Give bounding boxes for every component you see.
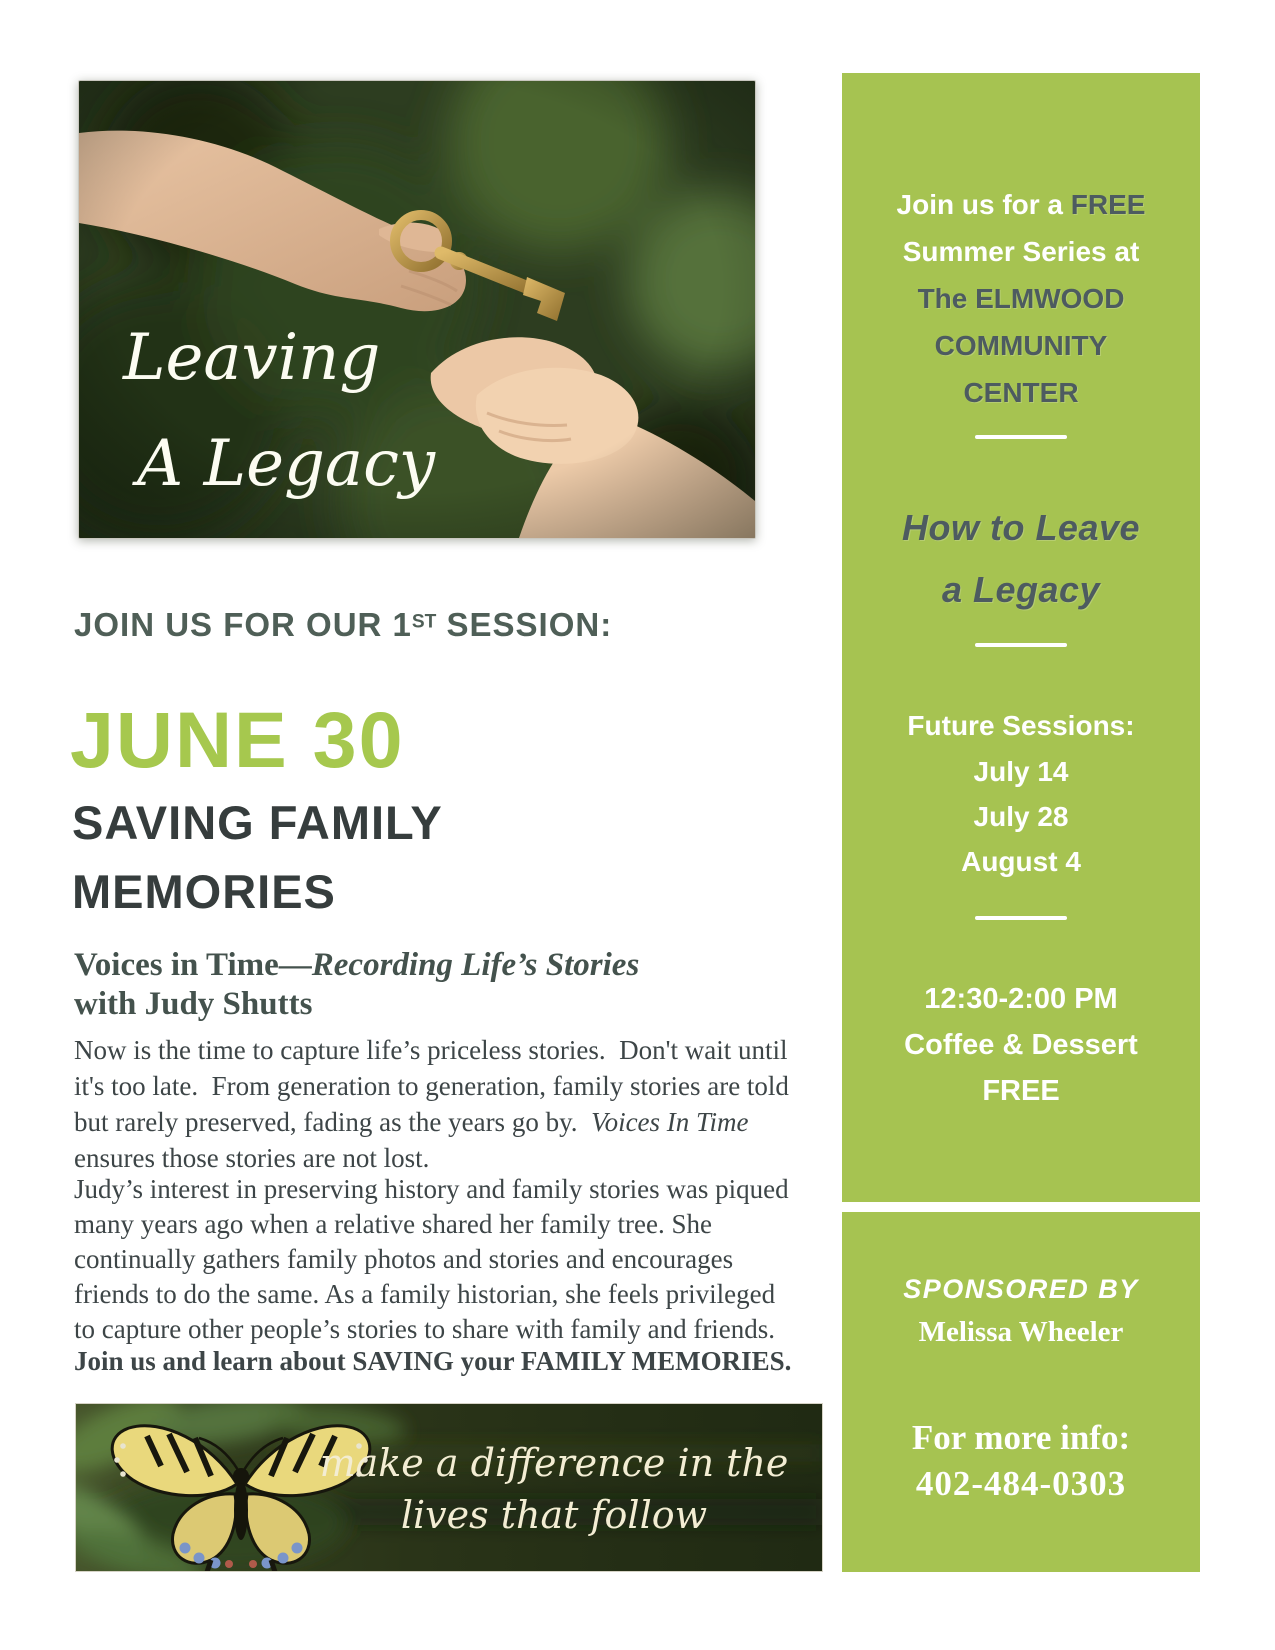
hero-caption-line1: Leaving — [123, 321, 381, 395]
closing-line: Join us and learn about SAVING your FAMILY MEMORIES. — [74, 1346, 792, 1376]
session-heading-ordinal: ST — [411, 611, 437, 633]
intro-line1-dark: FREE — [1070, 189, 1146, 220]
subtitle-lead-italic: Recording Life’s Stories — [311, 947, 640, 983]
intro-line3: The ELMWOOD — [917, 283, 1125, 314]
intro-paragraph-italic: Voices In Time — [591, 1107, 749, 1137]
session-heading-pre: JOIN US FOR OUR 1 — [74, 606, 412, 643]
series-title-line2: a Legacy — [941, 569, 1101, 610]
session-date: July 28 — [973, 801, 1069, 832]
intro-line5: CENTER — [963, 377, 1079, 408]
series-title-line1: How to Leave — [901, 507, 1141, 548]
info-label: For more info: — [911, 1418, 1131, 1457]
future-sessions-heading: Future Sessions: — [907, 710, 1135, 741]
session-heading — [74, 606, 794, 644]
future-sessions — [842, 703, 1200, 884]
event-title-line1: SAVING FAMILY — [72, 796, 443, 849]
session-time: 12:30-2:00 PM — [924, 983, 1118, 1015]
divider — [975, 435, 1067, 439]
legacy-photo — [78, 80, 756, 539]
event-title-line2: MEMORIES — [72, 865, 336, 918]
legacy-photo-graphic — [79, 81, 755, 538]
intro-paragraph-text: Now is the time to capture life’s priceless stories. Don't wait until it's too late. From generation to generation, family stories are told but rarely preserved, fading as the years go by. — [74, 1035, 796, 1137]
time-details — [842, 976, 1200, 1114]
bio-paragraph: Judy’s interest in preserving history and family stories was piqued many years ago when a relative shared her family tree. She continually gathers family photos and stories and encourages friends to do the same. As a family historian, she feels privileged to capture other people’s stories to share with family and friends. — [74, 1174, 796, 1344]
date-heading: JUNE 30 — [70, 695, 405, 784]
intro-line2: Summer Series at — [902, 236, 1140, 267]
subtitle-lead: Voices in Time— — [74, 947, 312, 983]
banner-caption-line1: make a difference in the — [319, 1441, 789, 1485]
program-subtitle — [74, 946, 796, 1024]
free-label: FREE — [982, 1075, 1060, 1107]
subtitle-line1 — [74, 946, 796, 985]
intro-paragraph — [74, 1032, 798, 1176]
sidebar-intro — [842, 181, 1200, 416]
intro-line1-white: Join us for a — [896, 189, 1071, 220]
butterfly-banner-graphic — [76, 1404, 822, 1571]
session-heading-post: SESSION: — [436, 606, 613, 643]
sponsor-box — [842, 1212, 1200, 1572]
phone-number: 402-484-0303 — [915, 1464, 1127, 1503]
sponsor-name: Melissa Wheeler — [918, 1316, 1124, 1348]
sidebar-info-box — [842, 73, 1200, 1202]
event-title — [72, 788, 792, 926]
intro-paragraph-end: ensures those stories are not lost. — [74, 1107, 756, 1173]
divider — [975, 916, 1067, 920]
session-date: August 4 — [961, 846, 1081, 877]
intro-line1 — [842, 181, 1200, 228]
subtitle-line2: with Judy Shutts — [74, 986, 313, 1022]
sponsor-heading: SPONSORED BY — [903, 1274, 1139, 1304]
butterfly-banner — [75, 1403, 823, 1572]
series-title — [842, 497, 1200, 621]
session-date: July 14 — [973, 756, 1069, 787]
banner-caption-line2: lives that follow — [400, 1493, 708, 1537]
refreshments: Coffee & Dessert — [904, 1029, 1138, 1061]
divider — [975, 643, 1067, 647]
intro-line4: COMMUNITY — [934, 330, 1108, 361]
hero-caption-line2: A Legacy — [137, 427, 436, 501]
